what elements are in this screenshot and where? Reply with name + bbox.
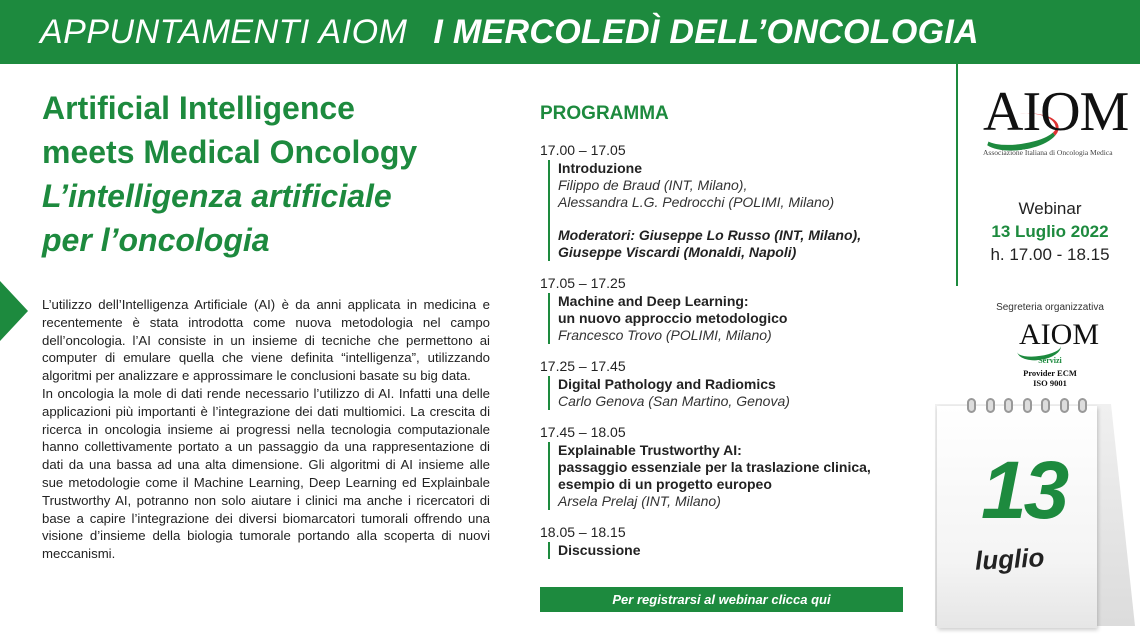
slot-title: esempio di un progetto europeo bbox=[558, 476, 772, 492]
title-line-2: meets Medical Oncology bbox=[42, 134, 418, 170]
slot-content bbox=[548, 542, 920, 559]
program-slot bbox=[540, 357, 920, 410]
slot-content bbox=[548, 293, 920, 344]
description-paragraph-1: L’utilizzo dell’Intelligenza Artificiale (AI) è da anni applicata in medicina e recentemente è stata introdotta come nuova metodologia nel campo dell’oncologia. l’AI consiste in un insieme di tecniche che permettono ai computer di emulare quella che viene definita “intelligenza”, utilizzando algoritmi per analizzare e approssimare le conclusioni basate su big data. bbox=[42, 297, 490, 384]
slot-title: Discussione bbox=[558, 542, 641, 558]
program-slot bbox=[540, 141, 920, 261]
slot-time: 17.05 – 17.25 bbox=[540, 275, 626, 291]
calendar-rings-icon bbox=[967, 398, 1087, 414]
calendar-icon bbox=[925, 396, 1135, 631]
provider-info bbox=[975, 368, 1125, 388]
header-left-text: APPUNTAMENTI AIOM bbox=[40, 12, 408, 51]
event-title bbox=[42, 86, 522, 262]
webinar-info bbox=[975, 198, 1125, 266]
slot-time: 17.25 – 17.45 bbox=[540, 358, 626, 374]
segreteria-label: Segreteria organizzativa bbox=[996, 302, 1104, 313]
program-slot bbox=[540, 523, 920, 559]
description-paragraph-2: In oncologia la mole di dati rende necessario l’utilizzo di AI. Infatti una delle applicazioni più importanti è l’integrazione dei dati multiomici. La crescita di ricerca in oncologia insieme ai progressi nella tecnologia computazionale hanno collettivamente portato a un passaggio da una rappresentazione di dati da una bassa ad una alta dimensione. Gli algoritmi di AI insieme alle sue metodologie come il Machine Learning, Deep Learning ed Explainbale Trustworthy AI, potranno non solo aiutare i clinici ma anche i ricercatori di base a capire l’integrazione dei diversi biomarcatori tumorali offrendo una visione d’insieme della biologia tumorale portando alla scoperta di nuovi meccanismi. bbox=[42, 385, 490, 562]
moderator-line: Moderatori: Giuseppe Lo Russo (INT, Milano), bbox=[558, 227, 862, 243]
programma-list bbox=[540, 141, 920, 572]
moderator-line: Giuseppe Viscardi (Monaldi, Napoli) bbox=[558, 244, 797, 260]
title-line-4: per l’oncologia bbox=[42, 222, 270, 258]
slot-title: passaggio essenziale per la traslazione clinica, bbox=[558, 459, 871, 475]
slot-speaker: Filippo de Braud (INT, Milano), bbox=[558, 177, 748, 193]
calendar-page bbox=[937, 406, 1097, 628]
arrow-right-icon bbox=[0, 281, 28, 341]
description-text bbox=[42, 296, 490, 563]
slot-title: Digital Pathology and Radiomics bbox=[558, 376, 776, 392]
slot-time: 17.00 – 17.05 bbox=[540, 142, 626, 158]
program-slot bbox=[540, 423, 920, 510]
aiom-logo-text: AIOM bbox=[983, 81, 1129, 143]
calendar-month: luglio bbox=[974, 542, 1046, 576]
provider-ecm: Provider ECM bbox=[1023, 368, 1077, 378]
moderators bbox=[558, 227, 920, 261]
provider-iso: ISO 9001 bbox=[1033, 378, 1067, 388]
slot-content bbox=[548, 160, 920, 261]
calendar-day: 13 bbox=[981, 445, 1067, 536]
title-line-1: Artificial Intelligence bbox=[42, 90, 355, 126]
slot-speaker: Alessandra L.G. Pedrocchi (POLIMI, Milano) bbox=[558, 194, 835, 210]
header-banner bbox=[0, 0, 1140, 64]
aiom-servizi-logo bbox=[1015, 318, 1099, 370]
servizi-label: Servizi bbox=[1038, 356, 1062, 365]
slot-title: Introduzione bbox=[558, 160, 642, 176]
slot-time: 17.45 – 18.05 bbox=[540, 424, 626, 440]
slot-speaker: Arsela Prelaj (INT, Milano) bbox=[558, 493, 721, 509]
header-right-text: I MERCOLEDÌ DELL’ONCOLOGIA bbox=[433, 12, 979, 51]
program-slot bbox=[540, 274, 920, 344]
programma-heading: PROGRAMMA bbox=[540, 103, 669, 124]
register-webinar-button[interactable]: Per registrarsi al webinar clicca qui bbox=[540, 587, 903, 612]
slot-title: Explainable Trustworthy AI: bbox=[558, 442, 742, 458]
webinar-label: Webinar bbox=[1018, 199, 1082, 218]
aiom-logo bbox=[975, 80, 1129, 160]
slot-time: 18.05 – 18.15 bbox=[540, 524, 626, 540]
aiom-servizi-logo-text: AIOM bbox=[1019, 318, 1099, 351]
slot-title: Machine and Deep Learning: bbox=[558, 293, 749, 309]
vertical-divider bbox=[956, 64, 958, 286]
webinar-date: 13 Luglio 2022 bbox=[991, 222, 1109, 241]
slot-title: un nuovo approccio metodologico bbox=[558, 310, 788, 326]
slot-content bbox=[548, 442, 920, 510]
slot-speaker: Carlo Genova (San Martino, Genova) bbox=[558, 393, 790, 409]
slot-content bbox=[548, 376, 920, 410]
aiom-logo-subtitle: Associazione Italiana di Oncologia Medica bbox=[983, 148, 1113, 157]
title-line-3: L’intelligenza artificiale bbox=[42, 178, 392, 214]
webinar-time: h. 17.00 - 18.15 bbox=[990, 245, 1110, 264]
slot-speaker: Francesco Trovo (POLIMI, Milano) bbox=[558, 327, 772, 343]
